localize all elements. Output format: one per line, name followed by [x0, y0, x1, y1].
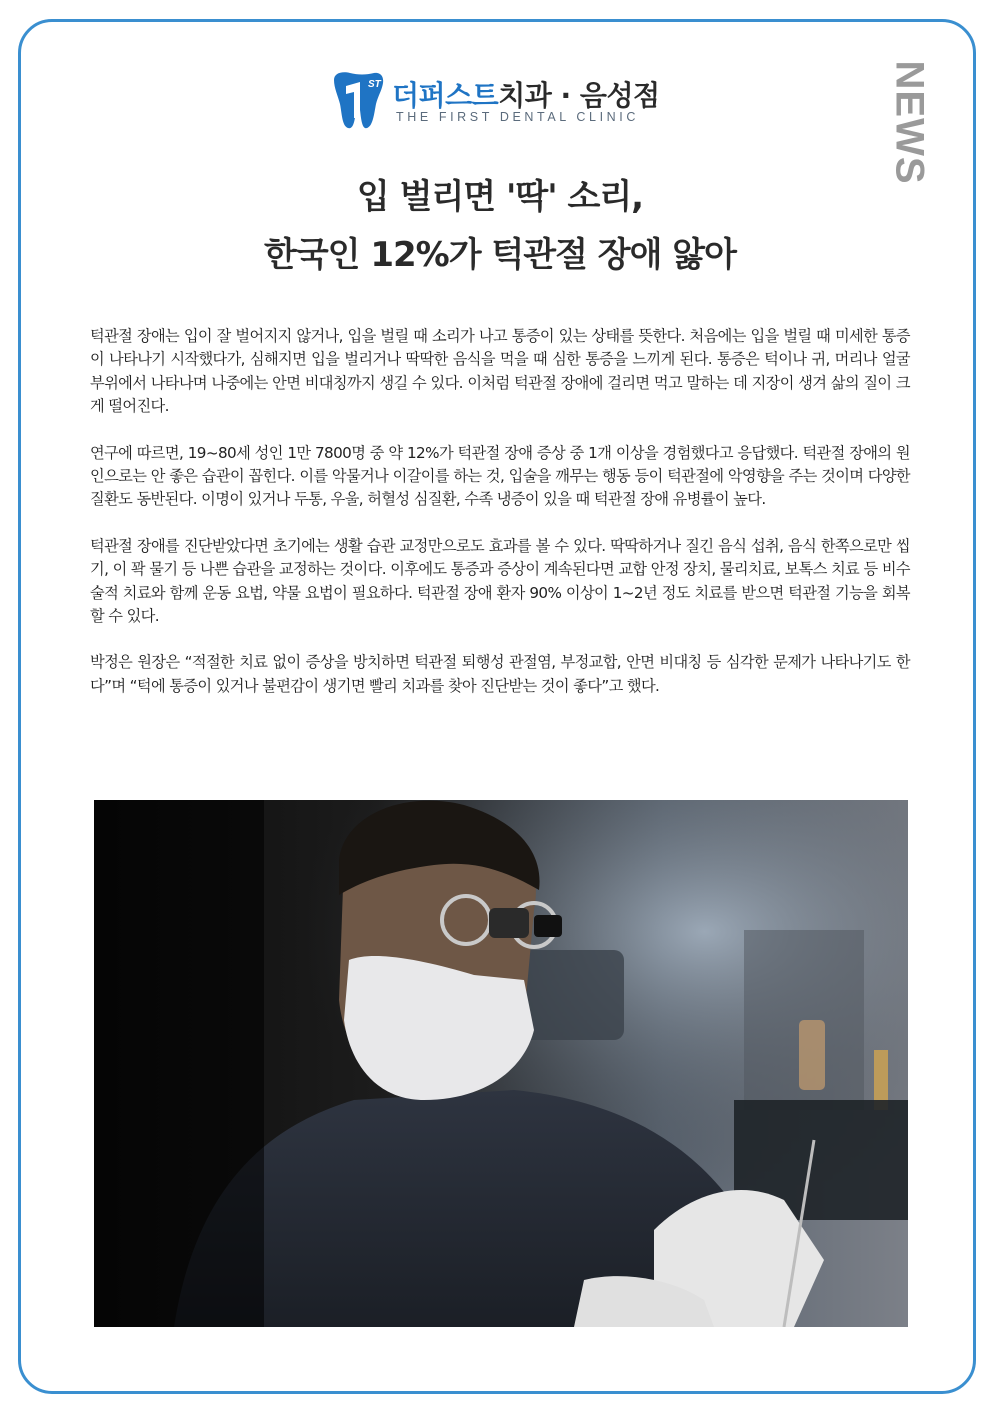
- clinic-name-branch: 치과 · 음성점: [498, 79, 660, 112]
- clinic-name: [392, 74, 660, 114]
- clinic-name-brand: 더퍼스트: [392, 79, 499, 112]
- article-paragraph-3: 턱관절 장애를 진단받았다면 초기에는 생활 습관 교정만으로도 효과를 볼 수 있다. 딱딱하거나 질긴 음식 섭취, 음식 한쪽으로만 씹기, 이 꽉 물기 등 나쁜 습관을 교정하는 것이다. 이후에도 통증과 증상이 계속된다면 교합 안정 장치, 물리치료, 보톡스 치료 등 비수술적 치료와 함께 운동 요법, 약물 요법이 필요하다. 턱관절 장애 환자 90% 이상이 1~2년 정도 치료를 받으면 턱관절 기능을 회복할 수 있다.: [90, 536, 910, 626]
- article-title: [60, 168, 940, 284]
- tooth-1st-logo-icon: [330, 70, 386, 132]
- article-paragraph-1: 턱관절 장애는 입이 잘 벌어지지 않거나, 입을 벌릴 때 소리가 나고 통증이 있는 상태를 뜻한다. 처음에는 입을 벌릴 때 미세한 통증이 나타나기 시작했다가, 심해지면 입을 벌리거나 딱딱한 음식을 먹을 때 심한 통증을 느끼게 된다. 통증은 턱이나 귀, 머리나 얼굴 부위에서 나타나며 나중에는 안면 비대칭까지 생길 수 있다. 이처럼 턱관절 장애에 걸리면 먹고 말하는 데 지장이 생겨 삶의 질이 크게 떨어진다.: [90, 327, 910, 416]
- dentist-photo-illustration: [94, 800, 908, 1327]
- news-label: NEWS: [887, 60, 932, 184]
- article-paragraph-2: 연구에 따르면, 19~80세 성인 1만 7800명 중 약 12%가 턱관절 장애 증상 중 1개 이상을 경험했다고 응답했다. 턱관절 장애의 원인으로는 안 좋은 습관이 꼽힌다. 이를 악물거나 이갈이를 하는 것, 입술을 깨무는 행동 등이 턱관절에 악영향을 주는 것이며 다양한 질환도 동반된다. 이명이 있거나 두통, 우울, 허혈성 심질환, 수족 냉증이 있을 때 턱관절 장애 유병률이 높다.: [90, 443, 910, 509]
- article-body: [90, 325, 910, 721]
- news-tag: [882, 58, 936, 186]
- article-title-line-1: 입 벌리면 '딱' 소리,: [356, 177, 644, 217]
- article-title-line-2: 한국인 12%가 턱관절 장애 앓아: [263, 235, 736, 275]
- clinic-logo: [330, 70, 680, 132]
- article-paragraph-4: 박정은 원장은 “적절한 치료 없이 증상을 방치하면 턱관절 퇴행성 관절염, 부정교합, 안면 비대칭 등 심각한 문제가 나타나기도 한다”며 “턱에 통증이 있거나 불편감이 생기면 빨리 치과를 찾아 진단받는 것이 좋다”고 했다.: [90, 653, 910, 695]
- clinic-name-english: THE FIRST DENTAL CLINIC: [396, 110, 640, 124]
- dentist-photo: [94, 800, 908, 1327]
- logo-mark-text: ST: [368, 79, 381, 90]
